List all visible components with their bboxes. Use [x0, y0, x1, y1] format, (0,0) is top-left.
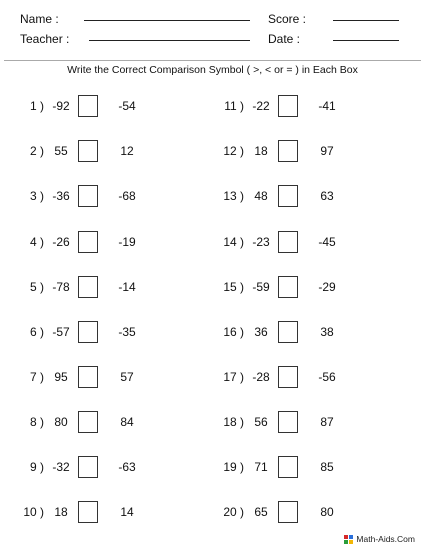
right-number: 97 [320, 144, 334, 158]
problem-row [216, 185, 346, 209]
problem-row [216, 231, 346, 255]
logo-square [349, 535, 353, 539]
problem-row [16, 501, 146, 525]
left-number: 56 [254, 415, 268, 429]
problem-row [216, 366, 346, 390]
comparison-answer-box[interactable] [278, 366, 298, 388]
problem-row [216, 501, 346, 525]
comparison-answer-box[interactable] [278, 140, 298, 162]
problem-number: 11 ) [224, 99, 244, 113]
problem-number: 12 ) [223, 144, 244, 158]
problem-row [216, 140, 346, 164]
right-number: 87 [320, 415, 334, 429]
problem-number: 9 ) [29, 460, 44, 474]
problem-number: 16 ) [223, 325, 244, 339]
problem-number: 14 ) [223, 235, 244, 249]
right-number: -35 [118, 325, 136, 339]
problem-row [16, 185, 146, 209]
problem-row [16, 321, 146, 345]
problem-row [16, 231, 146, 255]
problem-number: 2 ) [29, 144, 44, 158]
right-number: -19 [118, 235, 136, 249]
left-number: -57 [52, 325, 70, 339]
problem-number: 8 ) [29, 415, 44, 429]
instruction-text: Write the Correct Comparison Symbol ( >, < or = ) in Each Box [67, 64, 358, 76]
problem-number: 1 ) [29, 99, 44, 113]
right-number: 57 [120, 370, 134, 384]
right-number: -29 [318, 280, 336, 294]
right-number: -63 [118, 460, 136, 474]
left-number: 80 [54, 415, 68, 429]
problem-number: 15 ) [223, 280, 244, 294]
score-field[interactable] [333, 20, 399, 21]
problem-row [16, 411, 146, 435]
problem-number: 20 ) [223, 505, 244, 519]
comparison-answer-box[interactable] [78, 456, 98, 478]
comparison-answer-box[interactable] [78, 185, 98, 207]
comparison-answer-box[interactable] [78, 276, 98, 298]
problem-row [16, 95, 146, 119]
left-number: -32 [52, 460, 70, 474]
problem-number: 3 ) [29, 189, 44, 203]
right-number: -45 [318, 235, 336, 249]
problem-row [216, 411, 346, 435]
problem-row [16, 366, 146, 390]
problem-number: 10 ) [23, 505, 44, 519]
problem-number: 6 ) [29, 325, 44, 339]
comparison-answer-box[interactable] [278, 231, 298, 253]
comparison-answer-box[interactable] [278, 276, 298, 298]
logo-square [344, 540, 348, 544]
comparison-answer-box[interactable] [78, 411, 98, 433]
right-number: 63 [320, 189, 334, 203]
left-number: 18 [254, 144, 268, 158]
header-divider [4, 60, 421, 61]
left-number: -28 [252, 370, 270, 384]
comparison-answer-box[interactable] [78, 140, 98, 162]
problem-number: 17 ) [223, 370, 244, 384]
right-number: -14 [118, 280, 136, 294]
left-number: 36 [254, 325, 268, 339]
comparison-answer-box[interactable] [78, 366, 98, 388]
left-number: 48 [254, 189, 268, 203]
comparison-answer-box[interactable] [78, 95, 98, 117]
right-number: 14 [120, 505, 134, 519]
left-number: 71 [254, 460, 268, 474]
score-label: Score : [268, 12, 307, 26]
name-field[interactable] [84, 20, 250, 21]
left-number: -22 [252, 99, 270, 113]
right-number: 12 [120, 144, 134, 158]
right-number: -56 [318, 370, 336, 384]
date-label: Date : [268, 32, 301, 46]
problem-row [216, 456, 346, 480]
comparison-answer-box[interactable] [278, 321, 298, 343]
problem-number: 7 ) [29, 370, 44, 384]
logo-square [349, 540, 353, 544]
problem-row [16, 140, 146, 164]
footer [344, 534, 415, 544]
comparison-answer-box[interactable] [278, 411, 298, 433]
left-number: -36 [52, 189, 70, 203]
math-aids-logo-icon [344, 535, 353, 544]
right-number: 84 [120, 415, 134, 429]
problem-row [216, 95, 346, 119]
right-number: -41 [318, 99, 336, 113]
problem-number: 13 ) [223, 189, 244, 203]
left-number: -59 [252, 280, 270, 294]
problem-number: 19 ) [223, 460, 244, 474]
right-number: 85 [320, 460, 334, 474]
comparison-answer-box[interactable] [278, 456, 298, 478]
left-number: -92 [52, 99, 70, 113]
left-number: 65 [254, 505, 268, 519]
left-number: -78 [52, 280, 70, 294]
left-number: 95 [54, 370, 68, 384]
left-number: 55 [54, 144, 68, 158]
date-field[interactable] [333, 40, 399, 41]
problem-row [16, 276, 146, 300]
left-number: -23 [252, 235, 270, 249]
problem-row [16, 456, 146, 480]
teacher-label: Teacher : [20, 32, 70, 46]
problem-row [216, 321, 346, 345]
right-number: 80 [320, 505, 334, 519]
right-number: -54 [118, 99, 136, 113]
comparison-answer-box[interactable] [78, 231, 98, 253]
problem-number: 18 ) [223, 415, 244, 429]
right-number: 38 [320, 325, 334, 339]
right-number: -68 [118, 189, 136, 203]
comparison-answer-box[interactable] [278, 501, 298, 523]
logo-square [344, 535, 348, 539]
name-label: Name : [20, 12, 59, 26]
footer-site-label: Math-Aids.Com [356, 534, 415, 544]
problem-number: 5 ) [29, 280, 44, 294]
problem-row [216, 276, 346, 300]
comparison-answer-box[interactable] [278, 95, 298, 117]
comparison-answer-box[interactable] [78, 501, 98, 523]
left-number: -26 [52, 235, 70, 249]
problem-number: 4 ) [29, 235, 44, 249]
left-number: 18 [54, 505, 68, 519]
comparison-answer-box[interactable] [278, 185, 298, 207]
teacher-field[interactable] [89, 40, 250, 41]
comparison-answer-box[interactable] [78, 321, 98, 343]
